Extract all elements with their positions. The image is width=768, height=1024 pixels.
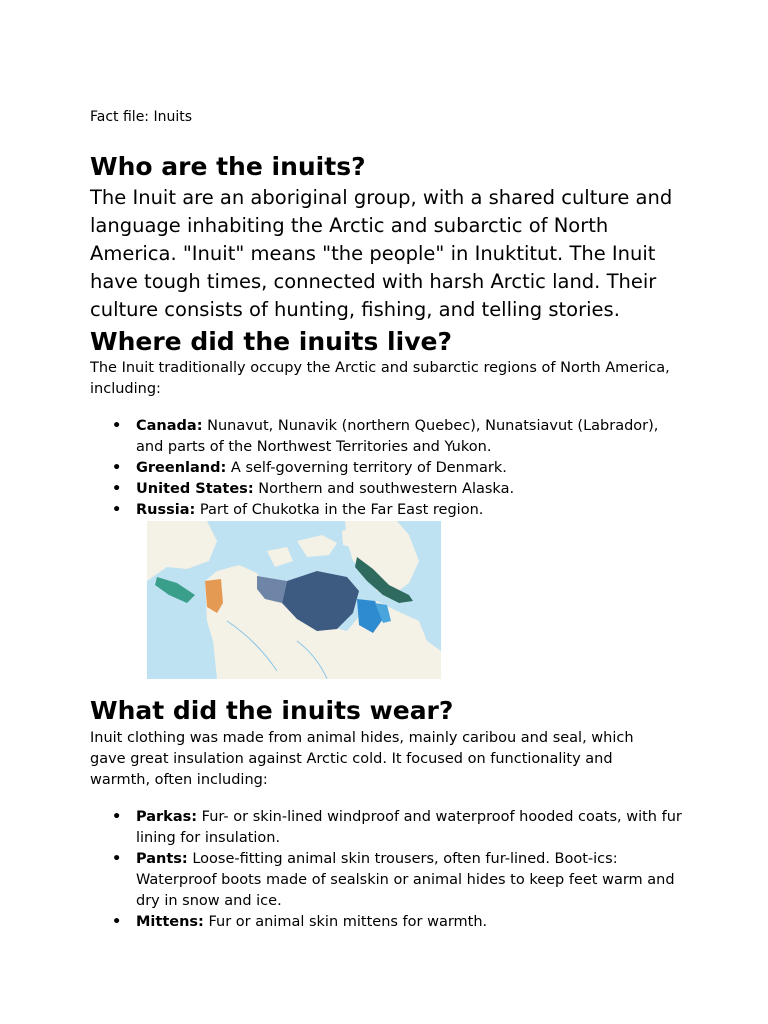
list-item [90,416,690,458]
heading-wear: What did the inuits wear? [90,696,454,725]
list-item [90,912,690,933]
bullet: • [112,914,122,930]
bullet: • [112,481,122,497]
who-paragraph: The Inuit are an aboriginal group, with a shared culture and language inhabiting the Arctic and subarctic of North America. "Inuit" means "the people" in Inuktitut. The Inuit have tough times, connected with harsh Arctic land. Their culture consists of hunting, fishing, and telling stories. [90,186,673,321]
wear-intro: Inuit clothing was made from animal hides, mainly caribou and seal, which gave great insulation against Arctic cold. It focused on functionality and warmth, often including: [90,730,634,788]
heading-who: Who are the inuits? [90,152,366,181]
list-item-term: Canada: [136,418,203,434]
where-list [90,416,690,521]
bullet: • [112,502,122,518]
map-icon [147,521,441,679]
bullet: • [112,851,122,867]
list-item [90,500,690,521]
list-item-text: Northern and southwestern Alaska. [253,481,515,497]
where-intro: The Inuit traditionally occupy the Arctic and subarctic regions of North America, including: [90,360,670,397]
list-item-text: Fur- or skin-lined windproof and waterproof hooded coats, with fur lining for insulation. [136,809,682,846]
inuit-regions-map [147,521,441,679]
list-item-text: A self-governing territory of Denmark. [226,460,507,476]
fact-file-label: Fact file: Inuits [90,109,193,125]
list-item [90,458,690,479]
list-item-term: Parkas: [136,809,198,825]
list-item-text: Loose-fitting animal skin trousers, often fur-lined. Boot-ics: Waterproof boots made of sealskin or animal hides to keep feet warm and dry in snow and ice. [136,851,675,909]
list-item-text: Nunavut, Nunavik (northern Quebec), Nunatsiavut (Labrador), and parts of the Northwest Territories and Yukon. [136,418,659,455]
bullet: • [112,809,122,825]
wear-list [90,807,690,933]
bullet: • [112,418,122,434]
list-item-term: Mittens: [136,914,204,930]
list-item [90,807,690,849]
list-item [90,479,690,500]
list-item-term: United States: [136,481,254,497]
heading-where: Where did the inuits live? [90,327,452,356]
list-item [90,849,690,912]
list-item-term: Russia: [136,502,196,518]
bullet: • [112,460,122,476]
list-item-term: Greenland: [136,460,227,476]
list-item-term: Pants: [136,851,188,867]
list-item-text: Fur or animal skin mittens for warmth. [203,914,488,930]
list-item-text: Part of Chukotka in the Far East region. [195,502,484,518]
